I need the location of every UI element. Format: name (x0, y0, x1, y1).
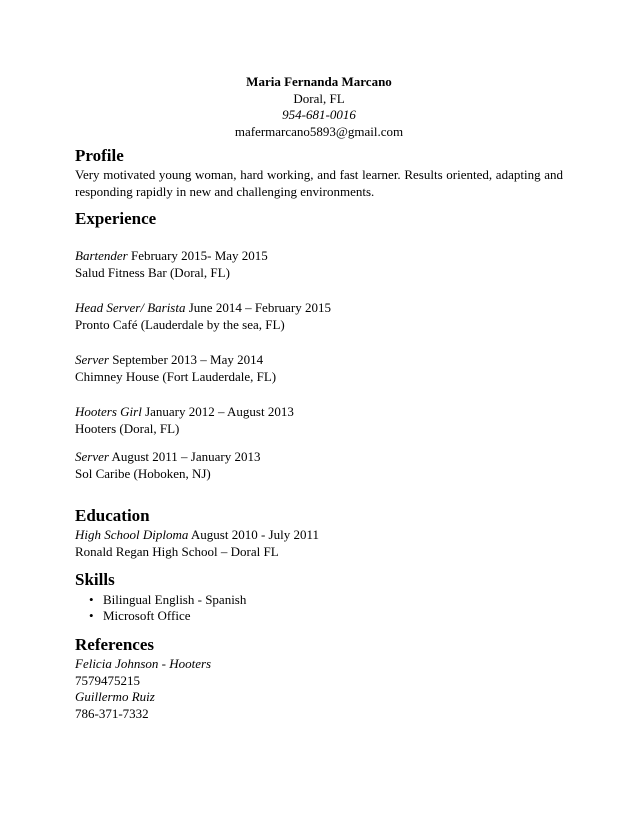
degree: High School Diploma (75, 527, 189, 542)
education-entry (75, 527, 319, 560)
job-role: Server (75, 352, 109, 367)
applicant-email: mafermarcano5893@gmail.com (234, 123, 404, 139)
skill-text: Bilingual English - Spanish (103, 592, 247, 607)
job-entry (75, 352, 276, 385)
references-list (75, 656, 211, 722)
skills-heading: Skills (75, 570, 115, 589)
job-entry (75, 404, 294, 437)
job-dates: August 2011 – January 2013 (108, 449, 261, 464)
job-place: Pronto Café (Lauderdale by the sea, FL) (75, 316, 285, 332)
job-role: Head Server/ Barista (75, 300, 186, 315)
job-dates: February 2015- May 2015 (127, 248, 268, 263)
reference-phone: 7579475215 (75, 672, 140, 688)
bullet-icon: • (89, 592, 94, 607)
job-dates: September 2013 – May 2014 (108, 352, 264, 367)
job-entry (75, 248, 268, 281)
contact-header (0, 74, 638, 140)
bullet-icon: • (89, 607, 94, 623)
job-place: Hooters (Doral, FL) (75, 420, 180, 436)
skills-list (75, 592, 246, 623)
job-entry (75, 449, 260, 482)
skill-item (75, 608, 246, 624)
job-dates: January 2012 – August 2013 (141, 404, 294, 419)
job-place: Chimney House (Fort Lauderdale, FL) (75, 368, 277, 384)
school: Ronald Regan High School – Doral FL (75, 543, 279, 559)
skill-text: Microsoft Office (103, 607, 191, 623)
references-heading: References (75, 635, 154, 654)
applicant-location: Doral, FL (293, 90, 345, 106)
job-role: Hooters Girl (75, 404, 142, 419)
job-dates: June 2014 – February 2015 (185, 300, 331, 315)
job-place: Salud Fitness Bar (Doral, FL) (75, 264, 230, 280)
profile-text: Very motivated young woman, hard working, and fast learner. Results oriented, adapting and responding rapidly in new and challenging environments. (75, 167, 563, 199)
applicant-phone: 954-681-0016 (282, 107, 356, 122)
profile-heading: Profile (75, 146, 124, 165)
education-dates: August 2010 - July 2011 (188, 527, 319, 542)
education-heading: Education (75, 506, 150, 525)
experience-heading: Experience (75, 209, 157, 228)
reference-phone: 786-371-7332 (75, 705, 149, 721)
job-role: Server (75, 449, 109, 464)
job-entry (75, 300, 331, 333)
skill-item (75, 592, 246, 608)
job-role: Bartender (75, 248, 128, 263)
reference-name: Felicia Johnson - Hooters (75, 656, 212, 671)
reference-name: Guillermo Ruiz (75, 689, 155, 704)
applicant-name: Maria Fernanda Marcano (246, 74, 392, 89)
job-place: Sol Caribe (Hoboken, NJ) (75, 465, 211, 481)
